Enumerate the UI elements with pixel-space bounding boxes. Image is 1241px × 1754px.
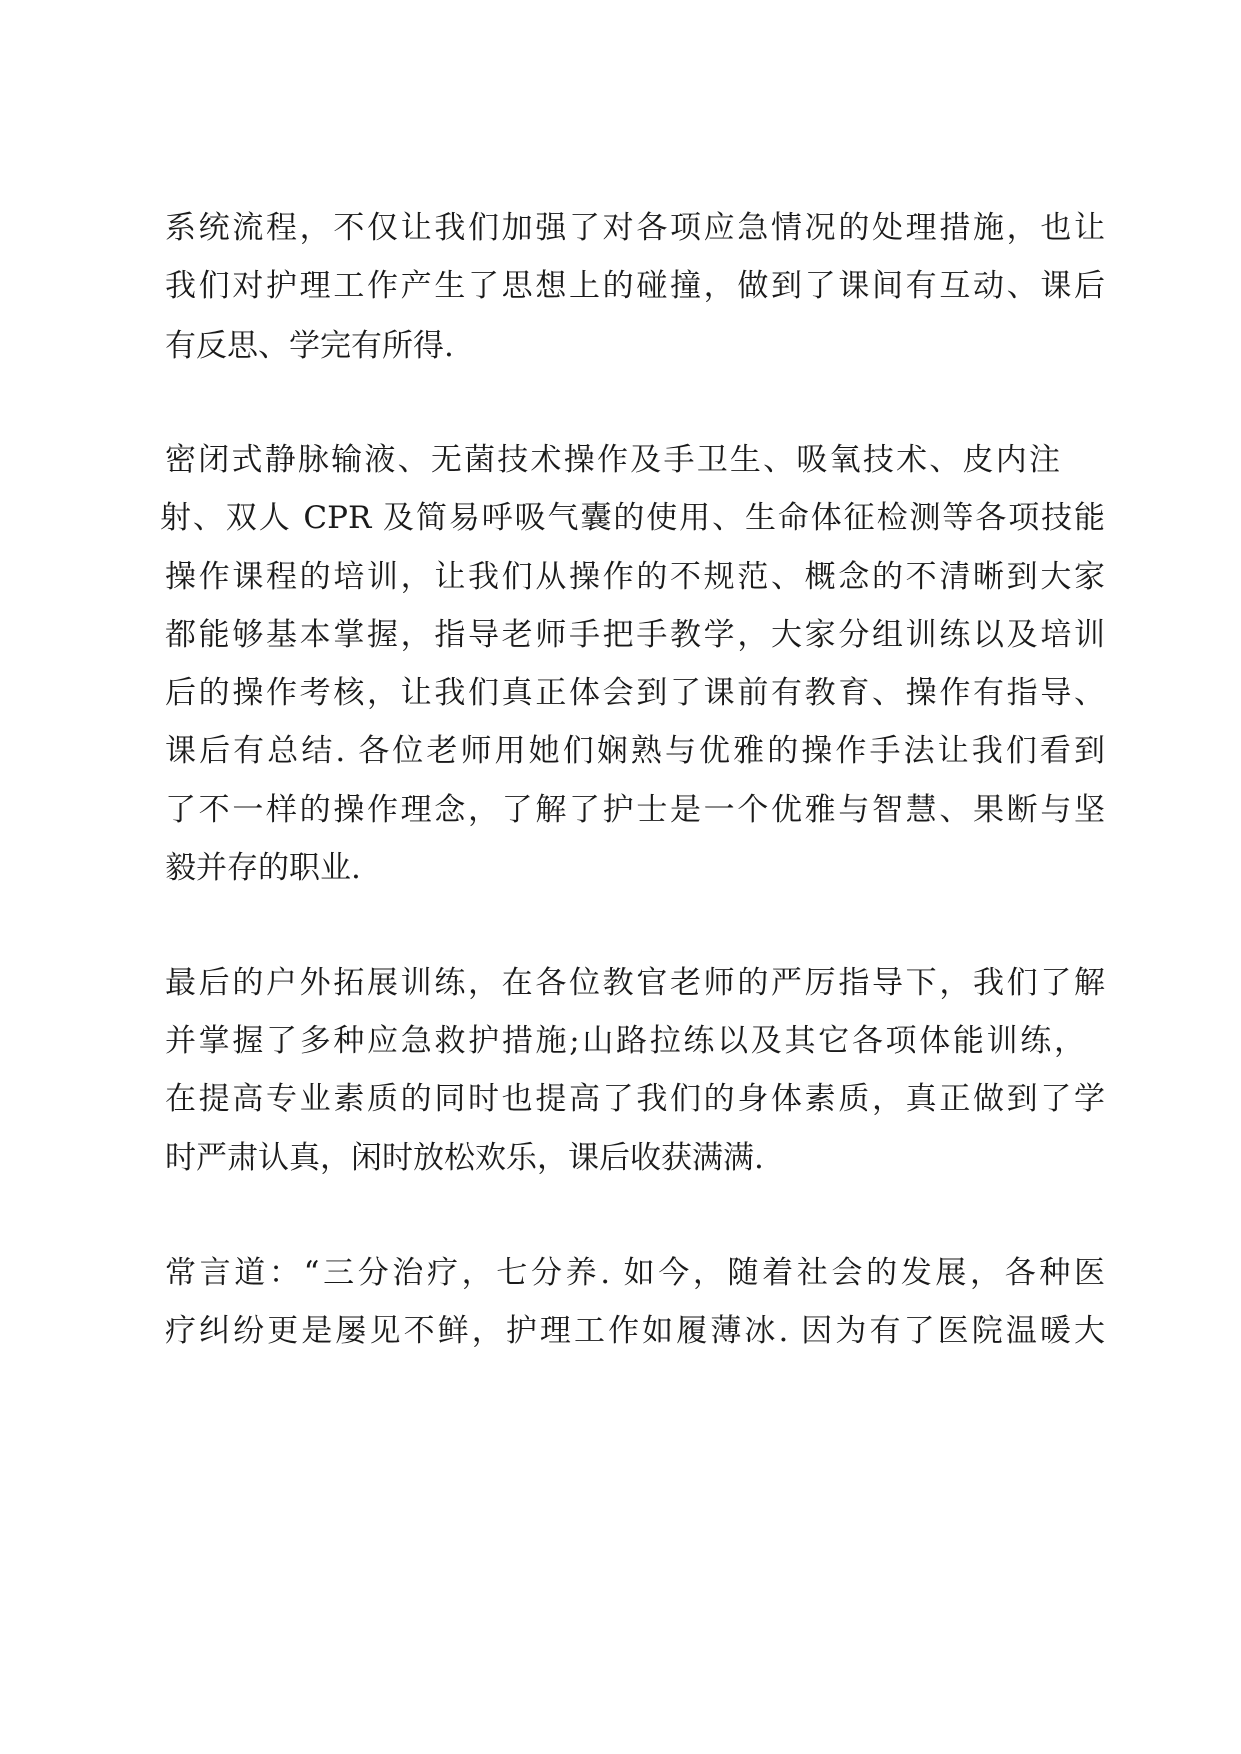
text-line: 课后有总结. 各位老师用她们娴熟与优雅的操作手法让我们看到 — [165, 733, 1105, 769]
text-line: 都能够基本掌握，指导老师手把手教学，大家分组训练以及培训 — [165, 617, 1105, 653]
text-line: 毅并存的职业. — [165, 850, 361, 886]
text-line: 最后的户外拓展训练，在各位教官老师的严厉指导下，我们了解 — [165, 965, 1105, 1001]
text-line: 并掌握了多种应急救护措施;山路拉练以及其它各项体能训练， — [165, 1023, 1085, 1059]
text-line: 射、双人 CPR 及简易呼吸气囊的使用、生命体征检测等各项技能 — [160, 500, 1105, 536]
text-line: 时严肃认真，闲时放松欢乐，课后收获满满. — [165, 1140, 764, 1176]
text-line: 我们对护理工作产生了思想上的碰撞，做到了课间有互动、课后 — [165, 268, 1105, 304]
text-line: 疗纠纷更是屡见不鲜，护理工作如履薄冰. 因为有了医院温暖大 — [165, 1313, 1105, 1349]
text-line: 常言道：“三分治疗，七分养. 如今，随着社会的发展，各种医 — [165, 1255, 1105, 1291]
text-line: 后的操作考核，让我们真正体会到了课前有教育、操作有指导、 — [165, 675, 1105, 711]
text-line: 操作课程的培训，让我们从操作的不规范、概念的不清晰到大家 — [165, 559, 1105, 595]
text-line: 密闭式静脉输液、无菌技术操作及手卫生、吸氧技术、皮内注 — [165, 442, 1060, 478]
text-line: 在提高专业素质的同时也提高了我们的身体素质，真正做到了学 — [165, 1081, 1105, 1117]
text-line: 系统流程，不仅让我们加强了对各项应急情况的处理措施，也让 — [165, 210, 1105, 246]
text-line: 有反思、学完有所得. — [165, 328, 454, 364]
text-line: 了不一样的操作理念，了解了护士是一个优雅与智慧、果断与坚 — [165, 792, 1105, 828]
